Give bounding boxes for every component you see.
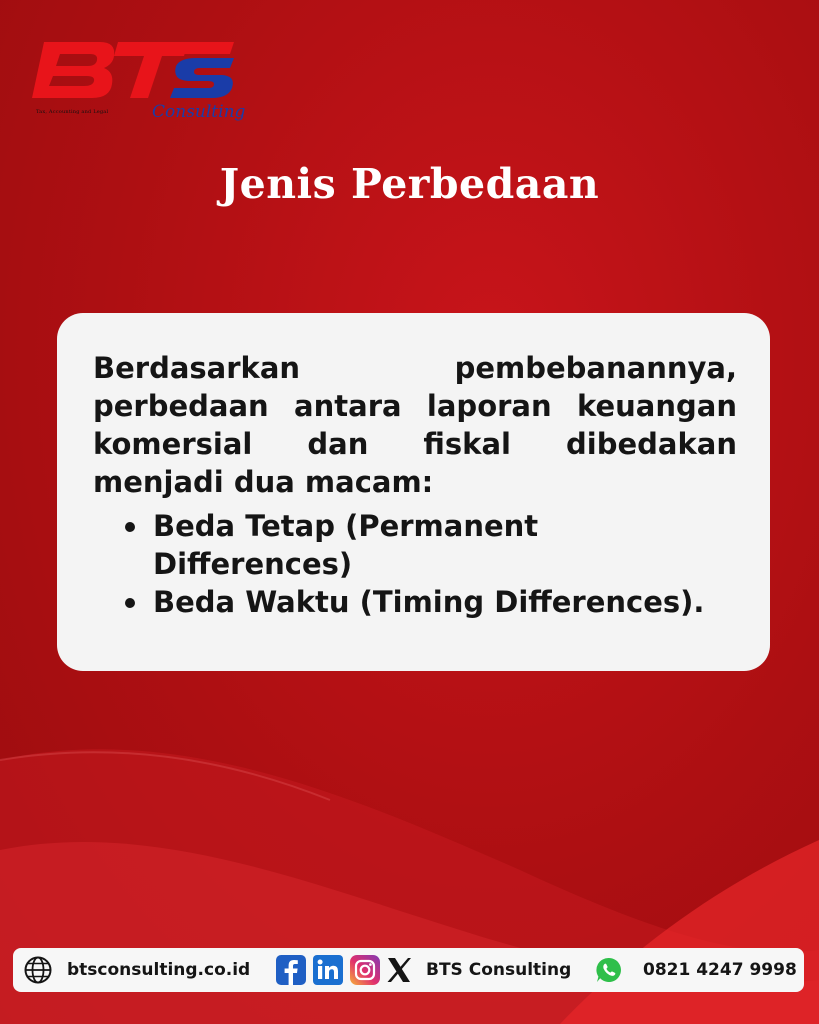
list-item (121, 507, 721, 583)
linkedin-icon[interactable] (313, 955, 343, 985)
logo-consulting-text: Consulting (152, 102, 246, 122)
logo-tagline: Tax, Accounting and Legal (36, 109, 109, 115)
content-card (57, 313, 770, 671)
card-intro-text: Berdasarkan pembebanannya, perbedaan antara laporan keuangan komersial dan fiskal dibedakan menjadi dua macam: (93, 351, 737, 499)
whatsapp-icon (595, 956, 623, 984)
list-item (121, 583, 721, 621)
bullet-text: Beda Tetap (Permanent Differences) (153, 509, 539, 581)
facebook-icon[interactable] (276, 955, 306, 985)
social-name: BTS Consulting (426, 960, 572, 980)
bts-logo-mark (30, 36, 240, 106)
page-title: Jenis Perbedaan (219, 160, 600, 208)
bts-logo (30, 36, 246, 131)
bullet-list (121, 507, 721, 621)
website-link[interactable] (23, 955, 250, 985)
bullet-icon (125, 522, 135, 532)
whatsapp-contact[interactable] (595, 956, 797, 984)
bullet-text: Beda Waktu (Timing Differences). (153, 585, 705, 619)
instagram-icon[interactable] (350, 955, 380, 985)
bullet-icon (125, 598, 135, 608)
phone-number: 0821 4247 9998 (643, 960, 797, 980)
x-icon[interactable] (386, 956, 412, 984)
globe-icon (23, 955, 53, 985)
website-text: btsconsulting.co.id (67, 960, 251, 980)
footer-bar (13, 948, 804, 992)
